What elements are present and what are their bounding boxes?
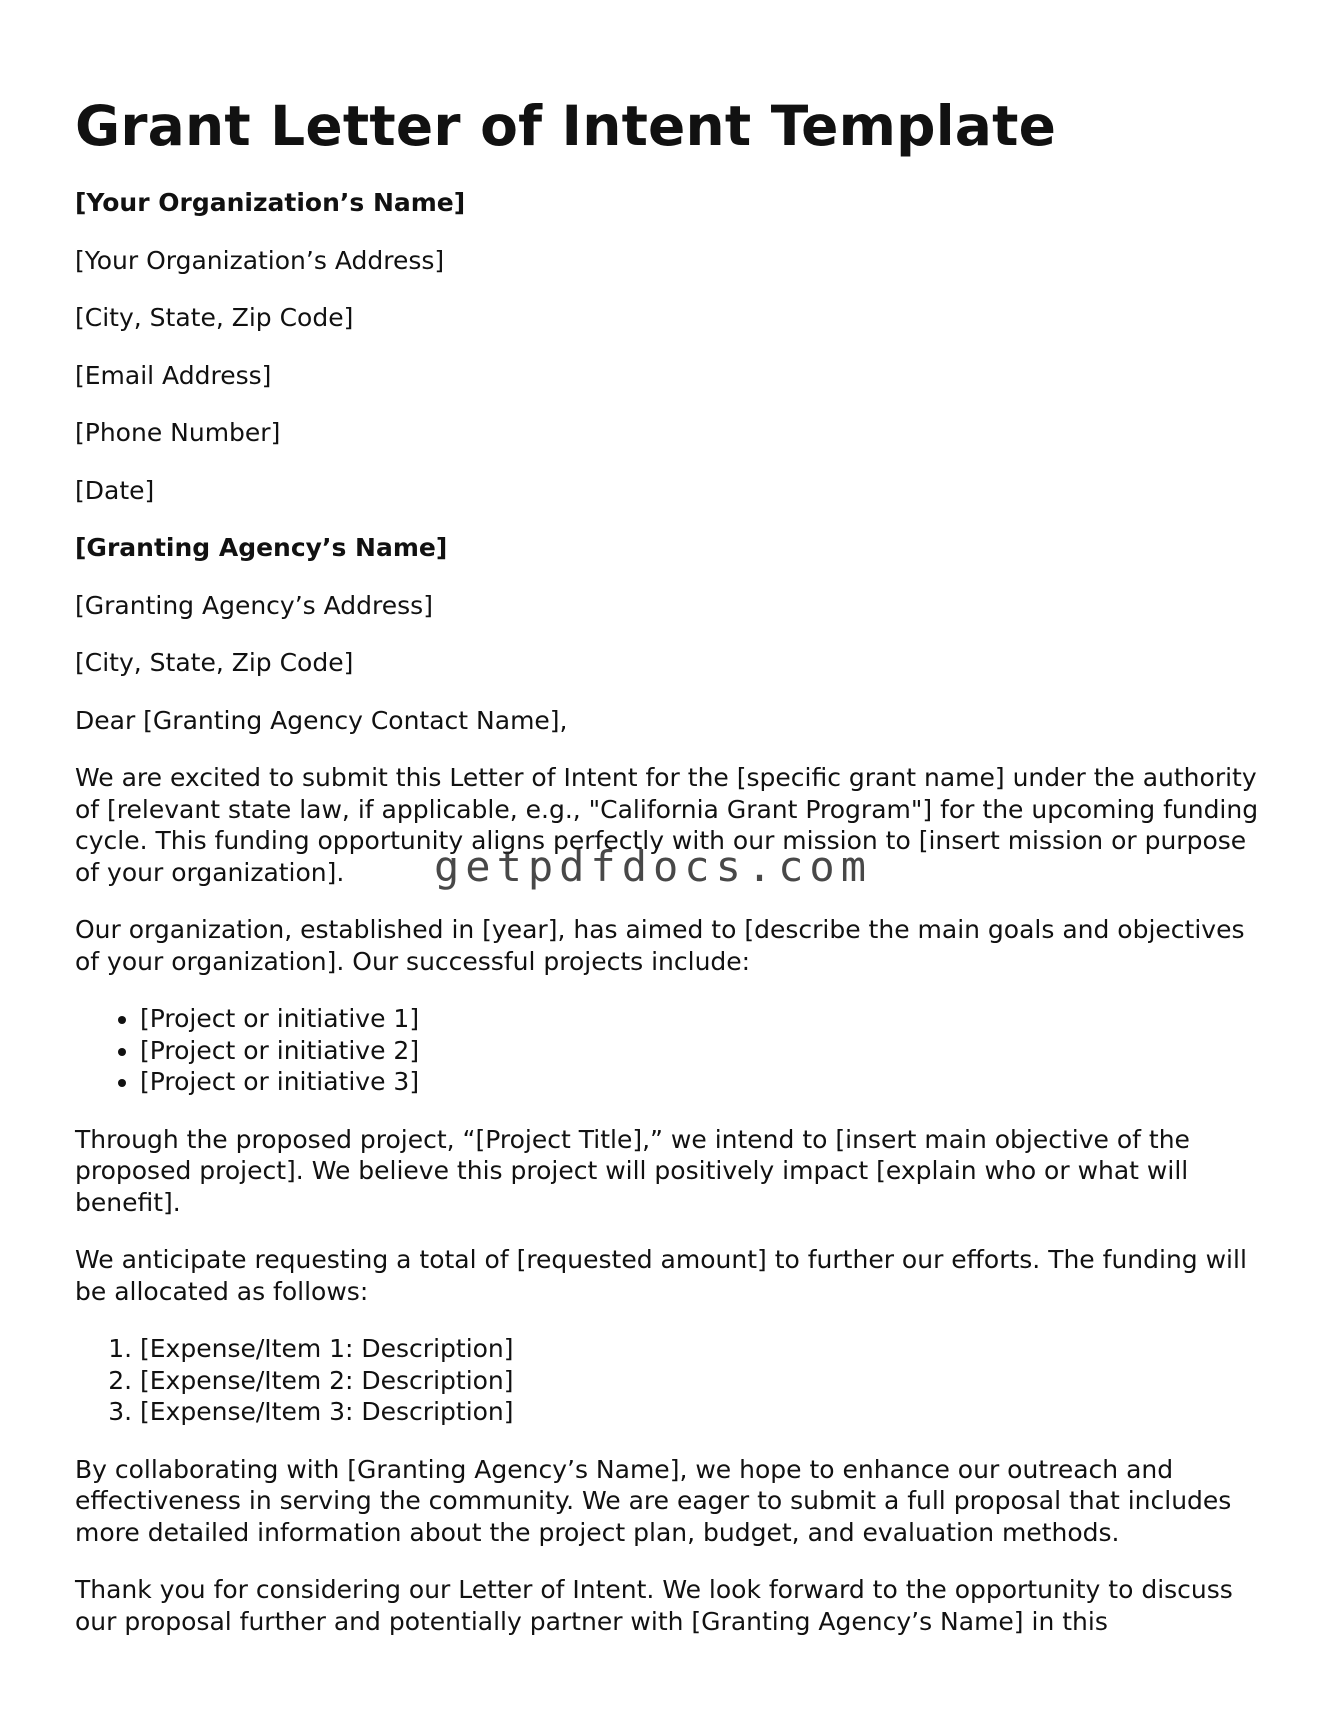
list-item: • [Project or initiative 2]: [140, 1035, 1275, 1067]
paragraph-funding: We anticipate requesting a total of [requested amount] to further our efforts. The funding will be allocated as follows:: [75, 1245, 1247, 1306]
sender-email: [Email Address]: [75, 360, 272, 390]
letter-date: [Date]: [75, 475, 155, 505]
watermark: getpdfdocs.com: [434, 842, 873, 891]
paragraph-closing: Thank you for considering our Letter of Intent. We look forward to the opportunity to discuss our proposal further and potentially partner with [Granting Agency’s Name] in this: [75, 1575, 1233, 1636]
sender-name: [Your Organization’s Name]: [75, 188, 466, 217]
recipient-city-state-zip: [City, State, Zip Code]: [75, 648, 354, 677]
list-item: • [Project or initiative 1]: [140, 1003, 1275, 1035]
paragraph-background: Our organization, established in [year], has aimed to [describe the main goals and objectives of your organization]. Our successful projects include:: [75, 915, 1245, 976]
recipient-name: [Granting Agency’s Name]: [75, 533, 448, 562]
expenses-list: [75, 1333, 1275, 1428]
list-item: 1. [Expense/Item 1: Description]: [140, 1333, 1275, 1365]
document-title: Grant Letter of Intent Template: [75, 94, 1057, 158]
sender-phone: [Phone Number]: [75, 418, 281, 447]
list-item: • [Project or initiative 3]: [140, 1066, 1275, 1098]
paragraph-project: Through the proposed project, “[Project Title],” we intend to [insert main objective of the proposed project]. We believe this project will positively impact [explain who or what will benefit].: [75, 1124, 1190, 1217]
salutation: Dear [Granting Agency Contact Name],: [75, 705, 568, 735]
sender-address: [Your Organization’s Address]: [75, 245, 445, 275]
recipient-address: [Granting Agency’s Address]: [75, 590, 433, 620]
document-page: [75, 0, 1275, 1637]
projects-list: [75, 1003, 1275, 1098]
sender-city-state-zip: [City, State, Zip Code]: [75, 303, 354, 332]
paragraph-intro: We are excited to submit this Letter of Intent for the [specific grant name] under the authority of [relevant state law, if applicable, e.g., "California Grant Program"] for the upcoming funding cycle. This funding opportunity aligns perfectly with our mission to [insert mission or purpose of your organization].: [75, 763, 1259, 887]
paragraph-collaboration: By collaborating with [Granting Agency’s Name], we hope to enhance our outreach and effectiveness in serving the community. We are eager to submit a full proposal that includes more detailed information about the project plan, budget, and evaluation methods.: [75, 1454, 1232, 1547]
list-item: 2. [Expense/Item 2: Description]: [140, 1365, 1275, 1397]
list-item: 3. [Expense/Item 3: Description]: [140, 1396, 1275, 1428]
